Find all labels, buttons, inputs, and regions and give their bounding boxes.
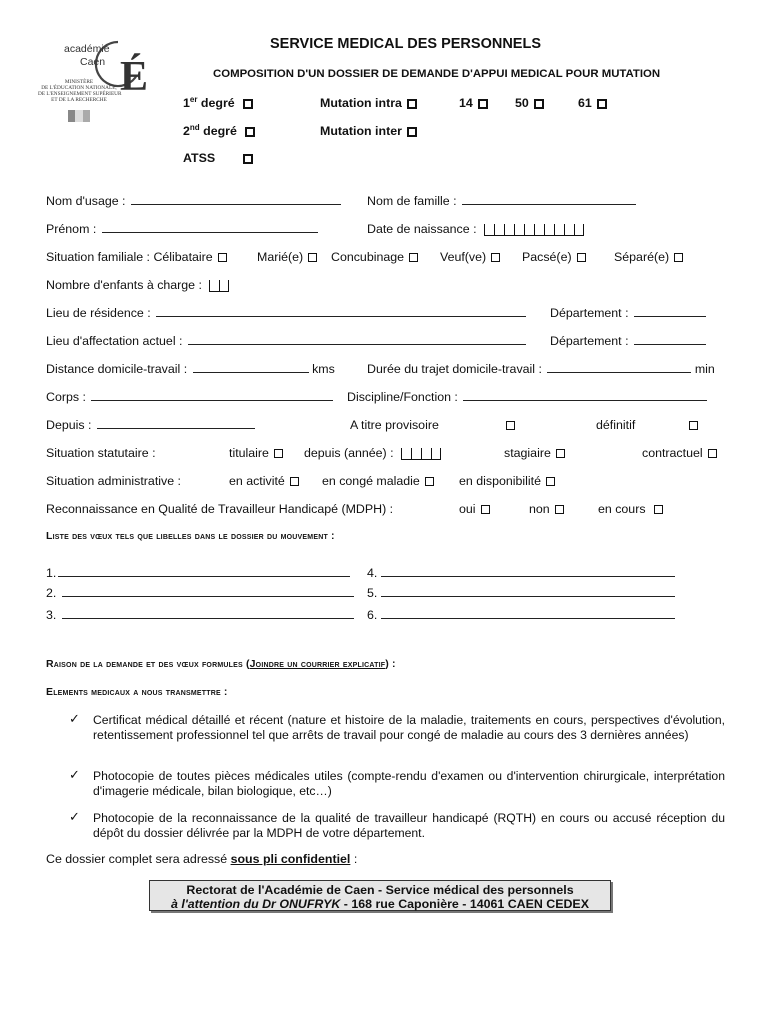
nom-famille-input[interactable] [462,203,636,205]
footer-colon: : [350,852,358,866]
mutation-intra [320,96,417,110]
voeu-5 [367,586,675,600]
situation-administrative-label-wrap [46,474,181,488]
stagiaire-label: stagiaire [504,446,551,460]
provisoire-label-wrap [350,418,439,432]
grade-first-sup: er [189,95,198,104]
mutation-inter-label: Mutation inter [320,124,402,138]
voeux-heading: Liste des vœux tels que libelles dans le dossier du mouvement : [46,530,335,542]
enfants-boxes[interactable] [209,280,229,292]
dept-14-label: 14 [459,96,473,110]
voeu-number: 5. [367,586,378,600]
conge-maladie-option [322,474,434,488]
rqth-en-cours-checkbox[interactable] [654,505,663,514]
voeu-3-input[interactable] [62,617,354,619]
concubinage-option [331,250,418,264]
en-activite-checkbox[interactable] [290,477,299,486]
definitif-checkbox[interactable] [689,421,698,430]
rqth-oui-option [459,502,490,516]
marie-option [257,250,317,264]
address-attention: à l'attention du Dr ONUFRYK [171,897,341,911]
raison-heading-text: Raison de la demande et des vœux formules ( [46,658,250,670]
address-street: - 168 rue Caponière - 14061 CAEN CEDEX [340,897,589,911]
rqth-en-cours-option [598,502,663,516]
check-icon: ✓ [69,809,80,824]
contractuel-label: contractuel [642,446,703,460]
lieu-residence-input[interactable] [156,315,526,317]
element-item-3: Photocopie de la reconnaissance de la qualité de travailleur handicapé (RQTH) en cours ou accusé réception du dépôt du dossier délivrée par la MDPH de votre département. [93,811,725,840]
rqth-en-cours-label: en cours [598,502,646,516]
depuis-annee-label: depuis (année) : [304,446,394,460]
contractuel-checkbox[interactable] [708,449,717,458]
logo-ministry [38,79,120,103]
rqth-non-label: non [529,502,550,516]
lieu-affectation-row [46,334,526,348]
duree-label: Durée du trajet domicile-travail : [367,362,542,376]
discipline-input[interactable] [463,399,707,401]
ministry-line: ET DE LA RECHERCHE [51,97,107,103]
dept-50 [515,96,544,110]
mutation-intra-label: Mutation intra [320,96,402,110]
prenom-input[interactable] [102,231,318,233]
rqth-oui-checkbox[interactable] [481,505,490,514]
veuf-label: Veuf(ve) [440,250,487,264]
voeu-2-input[interactable] [62,595,354,597]
stagiaire-option [504,446,565,460]
grade-atss-label: ATSS [183,151,216,165]
provisoire-checkbox[interactable] [506,421,515,430]
definitif-label: définitif [596,418,636,432]
grade-atss [183,151,253,165]
check-icon: ✓ [69,711,80,726]
element-item-1: Certificat médical détaillé et récent (nature et histoire de la maladie, traitements en cours, perspectives d'évolution, retentissement professionnel tel que arrêts de travail pour congé de maladie au cours des 3 dernières années) [93,713,725,742]
dept-50-label: 50 [515,96,529,110]
situation-familiale-label-row [46,250,227,264]
situation-statutaire-label: Situation statutaire : [46,446,156,460]
marie-checkbox[interactable] [308,253,317,262]
grade-first [183,95,253,110]
lieu-residence-label: Lieu de résidence : [46,306,151,320]
rqth-label: Reconnaissance en Qualité de Travailleur Handicapé (MDPH) : [46,502,394,516]
logo-academie-text: académie [64,43,110,55]
voeu-6-input[interactable] [381,617,675,619]
check-icon: ✓ [69,767,80,782]
separe-checkbox[interactable] [674,253,683,262]
voeu-4-input[interactable] [381,575,675,577]
nom-usage-label: Nom d'usage : [46,194,126,208]
grade-second-sup: nd [189,123,200,132]
duree-row [367,362,715,376]
voeu-number: 3. [46,608,57,622]
en-activite-option [229,474,299,488]
address-line-2 [150,897,610,911]
definitif-label-wrap [596,418,635,432]
voeu-6 [367,608,675,622]
departement-label: Département : [550,306,629,320]
titulaire-label: titulaire [229,446,269,460]
disponibilite-option [459,474,555,488]
departement-input[interactable] [634,343,706,345]
separe-option [614,250,683,264]
veuf-checkbox[interactable] [491,253,500,262]
grade-second-label: degré [199,124,237,139]
pacse-option [522,250,586,264]
dept-61 [578,96,607,110]
date-naissance-label: Date de naissance : [367,222,477,236]
page-title: SERVICE MEDICAL DES PERSONNELS [270,36,541,52]
marie-label: Marié(e) [257,250,304,264]
raison-courrier-link: Joindre un courrier explicatif [249,658,386,670]
veuf-option [440,250,500,264]
distance-label: Distance domicile-travail : [46,362,188,376]
mutation-inter-checkbox[interactable] [407,127,417,137]
mutation-inter [320,124,417,138]
provisoire-label: A titre provisoire [350,418,439,432]
situation-administrative-label: Situation administrative : [46,474,181,488]
address-line-1: Rectorat de l'Académie de Caen - Service médical des personnels [186,883,574,897]
duree-input[interactable] [547,371,691,373]
dept-14 [459,96,488,110]
depuis-row [46,418,255,432]
elements-heading: Elements medicaux a nous transmettre : [46,686,228,698]
conge-maladie-label: en congé maladie [322,474,420,488]
discipline-row [347,390,707,404]
distance-row [46,362,335,376]
voeu-3 [46,608,354,622]
date-naissance-boxes[interactable] [484,224,584,236]
contractuel-option [642,446,717,460]
footer-confidentiel: sous pli confidentiel [230,852,351,866]
ministry-line: DE L'ÉDUCATION NATIONALE, [41,85,117,91]
grade-second-num: 2 [183,124,190,139]
nom-famille-label: Nom de famille : [367,194,457,208]
discipline-label: Discipline/Fonction : [347,390,458,404]
depuis-label: Depuis : [46,418,92,432]
depuis-input[interactable] [97,427,255,429]
mutation-intra-checkbox[interactable] [407,99,417,109]
ministry-line: MINISTÈRE [64,79,94,85]
departement-label: Département : [550,334,629,348]
kms-unit: kms [312,362,335,376]
dept-14-checkbox[interactable] [478,99,488,109]
enfants-label: Nombre d'enfants à charge : [46,278,202,292]
provisoire-checkbox-wrap [501,418,515,432]
rqth-non-option [529,502,564,516]
address-box [149,880,611,911]
concubinage-checkbox[interactable] [409,253,418,262]
prenom-label: Prénom : [46,222,97,236]
ministry-line: DE L'ENSEIGNEMENT SUPÉRIEUR [38,91,122,97]
grade-second-checkbox[interactable] [245,127,255,137]
voeu-1 [46,566,350,580]
voeu-5-input[interactable] [381,595,675,597]
titulaire-option [229,446,283,460]
grade-first-num: 1 [183,96,190,111]
situation-familiale-label: Situation familiale : Célibataire [46,250,213,264]
definitif-checkbox-wrap [684,418,698,432]
grade-first-label: degré [197,96,235,111]
lieu-residence-row [46,306,526,320]
grade-first-checkbox[interactable] [243,99,253,109]
raison-heading-tail: ) : [385,658,396,670]
departement-row-1 [550,306,706,320]
rqth-oui-label: oui [459,502,476,516]
celibataire-checkbox[interactable] [218,253,227,262]
corps-label: Corps : [46,390,86,404]
conge-maladie-checkbox[interactable] [425,477,434,486]
voeu-number: 1. [46,566,57,580]
distance-input[interactable] [193,371,309,373]
departement-row-2 [550,334,706,348]
min-unit: min [694,362,715,376]
voeu-2 [46,586,354,600]
pacse-label: Pacsé(e) [522,250,572,264]
page-subtitle: COMPOSITION D'UN DOSSIER DE DEMANDE D'APPUI MEDICAL POUR MUTATION [213,68,661,80]
prenom-row [46,222,318,236]
en-activite-label: en activité [229,474,285,488]
grade-second [183,123,255,138]
marianne-emblem [68,110,90,122]
dept-61-label: 61 [578,96,592,110]
academie-logo [38,30,148,130]
dept-50-checkbox[interactable] [534,99,544,109]
stagiaire-checkbox[interactable] [556,449,565,458]
separe-label: Séparé(e) [614,250,670,264]
dept-61-checkbox[interactable] [597,99,607,109]
footer-sentence [46,852,357,866]
nom-famille-row [367,194,636,208]
voeu-4 [367,566,675,580]
pacse-checkbox[interactable] [577,253,586,262]
nom-usage-row [46,194,341,208]
disponibilite-checkbox[interactable] [546,477,555,486]
depuis-annee-boxes[interactable] [401,448,441,460]
logo-caen-text: Caen [80,56,106,68]
lieu-affectation-input[interactable] [188,343,526,345]
corps-input[interactable] [91,399,333,401]
raison-heading [46,658,396,670]
voeu-number: 4. [367,566,378,580]
lieu-affectation-label: Lieu d'affectation actuel : [46,334,183,348]
svg-text:É: É [120,54,148,100]
rqth-label-wrap [46,502,393,516]
situation-statutaire-label-wrap [46,446,156,460]
voeu-number: 6. [367,608,378,622]
rqth-non-checkbox[interactable] [555,505,564,514]
footer-sentence-text: Ce dossier complet sera adressé [46,852,231,866]
element-item-2: Photocopie de toutes pièces médicales utiles (compte-rendu d'examen ou d'intervention chirurgicale, interprétation d'imagerie médicale, bilan biologique, etc…) [93,769,725,798]
voeu-1-input[interactable] [58,575,350,577]
depuis-annee-row [304,446,441,460]
enfants-row [46,278,229,292]
nom-usage-input[interactable] [131,203,341,205]
concubinage-label: Concubinage [331,250,405,264]
disponibilite-label: en disponibilité [459,474,541,488]
titulaire-checkbox[interactable] [274,449,283,458]
voeu-number: 2. [46,586,57,600]
departement-input[interactable] [634,315,706,317]
date-naissance-row [367,222,584,236]
grade-atss-checkbox[interactable] [243,154,253,164]
corps-row [46,390,333,404]
